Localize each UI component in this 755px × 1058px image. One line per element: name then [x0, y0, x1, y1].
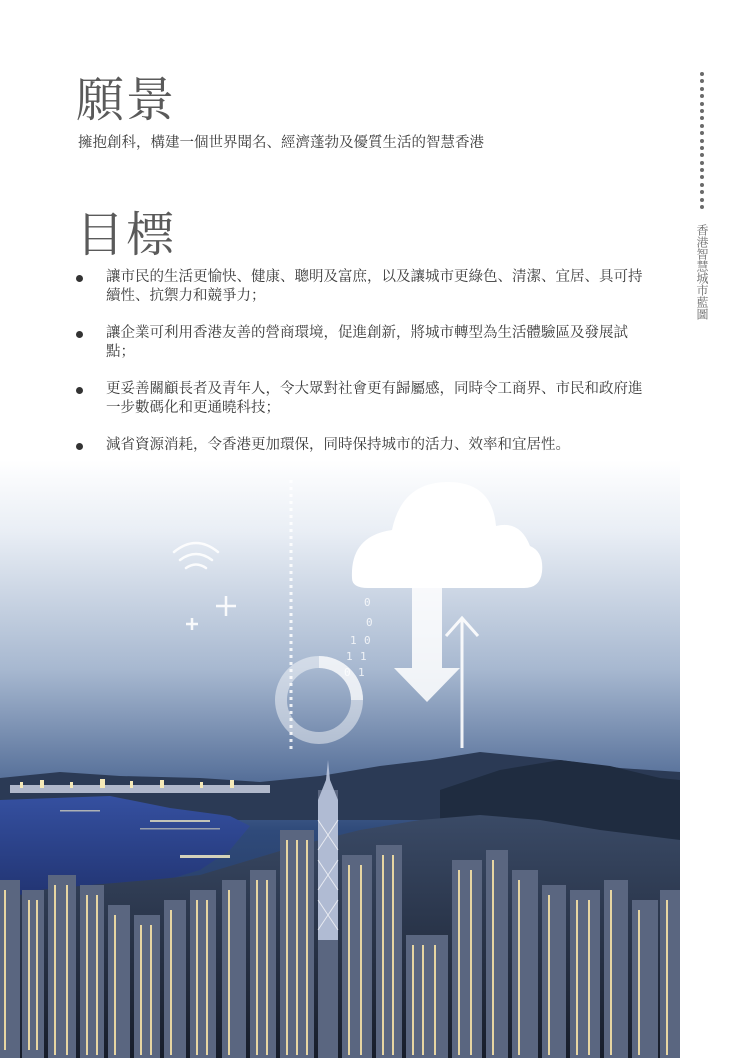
sidebar [680, 0, 755, 1058]
goal-text: 減省資源消耗，令香港更加環保，同時保持城市的活力、效率和宜居性。 [106, 437, 570, 453]
goal-item [76, 436, 656, 455]
goal-item [76, 268, 656, 306]
digit: 1 [350, 634, 357, 647]
vision-statement: 擁抱創科，構建一個世界聞名、經濟蓬勃及優質生活的智慧香港 [78, 135, 484, 151]
goal-text: 讓市民的生活更愉快、健康、聰明及富庶，以及讓城市更綠色、清潔、宜居、具可持續性、抗禦力和競爭力； [106, 269, 643, 304]
goals-heading: 目標 [76, 207, 177, 263]
city-skyline-photo [0, 460, 680, 1058]
digit: 0 [364, 634, 371, 647]
digit: 1 [358, 666, 365, 679]
bullet-icon [76, 443, 83, 450]
goal-text: 讓企業可利用香港友善的營商環境，促進創新，將城市轉型為生活體驗區及發展試點； [106, 325, 628, 360]
digit: 1 [360, 650, 367, 663]
digit: 1 [346, 650, 353, 663]
bullet-icon [76, 387, 83, 394]
blueprint-label: 香港智慧城市藍圖 [695, 224, 709, 320]
digit: 0 [344, 666, 351, 679]
goals-list [76, 268, 656, 473]
bullet-icon [76, 331, 83, 338]
digit: 0 [366, 616, 373, 629]
goal-item [76, 380, 656, 418]
bullet-icon [76, 275, 83, 282]
digit: 0 [364, 596, 371, 609]
goal-text: 更妥善關顧長者及青年人，令大眾對社會更有歸屬感，同時令工商界、市民和政府進一步數碼化和更通曉科技； [106, 381, 643, 416]
dotted-divider [700, 72, 706, 212]
goal-item [76, 324, 656, 362]
vision-heading: 願景 [76, 72, 177, 128]
